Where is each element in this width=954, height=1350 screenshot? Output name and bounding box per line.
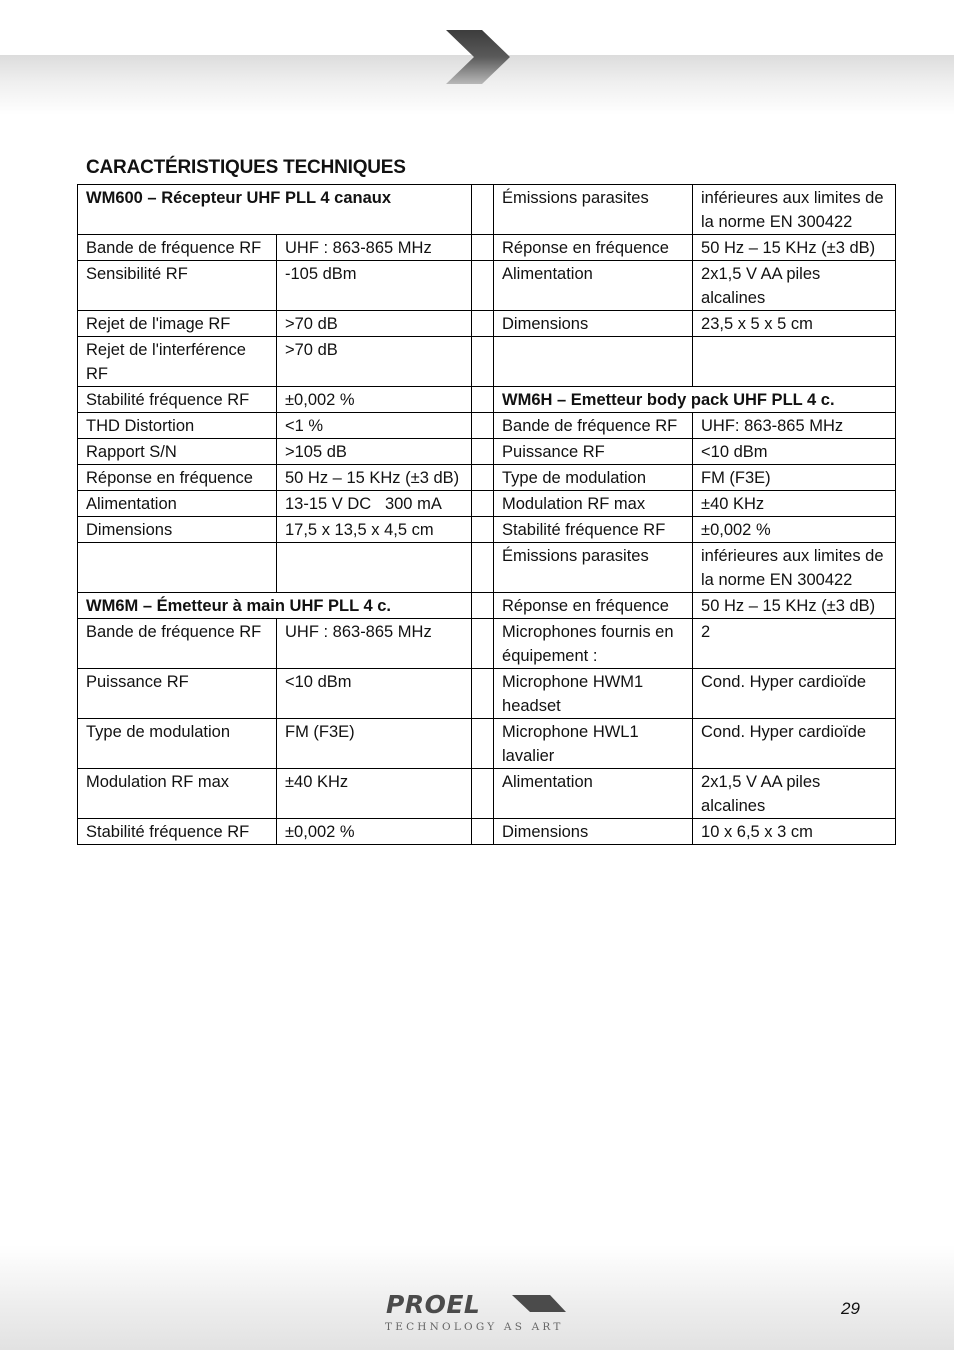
spec-label: Alimentation [78,491,277,517]
section-heading: WM6H – Emetteur body pack UHF PLL 4 c. [494,387,896,413]
spec-label: Modulation RF max [494,491,693,517]
spec-value: 50 Hz – 15 KHz (±3 dB) [693,593,896,619]
column-gap [472,387,494,413]
column-gap [472,769,494,819]
spec-value: UHF : 863-865 MHz [277,619,472,669]
table-row [78,619,896,669]
spec-label: Réponse en fréquence [494,593,693,619]
column-gap [472,619,494,669]
spec-label: Puissance RF [78,669,277,719]
spec-label: Émissions parasites [494,543,693,593]
spec-label: Modulation RF max [78,769,277,819]
spec-label: Microphones fournis en équipement : [494,619,693,669]
column-gap [472,491,494,517]
table-row [78,337,896,387]
column-gap [472,819,494,845]
spec-value: FM (F3E) [277,719,472,769]
spec-value: FM (F3E) [693,465,896,491]
spec-label: Bande de fréquence RF [78,619,277,669]
spec-table-body [78,185,896,845]
column-gap [472,311,494,337]
spec-value: >70 dB [277,337,472,387]
spec-value: <10 dBm [277,669,472,719]
spec-value: >105 dB [277,439,472,465]
spec-label: Rapport S/N [78,439,277,465]
spec-value: UHF: 863-865 MHz [693,413,896,439]
spec-label: THD Distortion [78,413,277,439]
column-gap [472,235,494,261]
section-heading: WM600 – Récepteur UHF PLL 4 canaux [78,185,472,235]
spec-label: Stabilité fréquence RF [78,387,277,413]
spec-value: 2x1,5 V AA piles alcalines [693,261,896,311]
spec-value: >70 dB [277,311,472,337]
table-row [78,543,896,593]
spec-label: Puissance RF [494,439,693,465]
spec-value: inférieures aux limites de la norme EN 300422 [693,185,896,235]
table-row [78,517,896,543]
spec-label: Rejet de l'interférence RF [78,337,277,387]
spec-value: ±0,002 % [277,387,472,413]
column-gap [472,439,494,465]
spec-value [693,337,896,387]
spec-label: Alimentation [494,261,693,311]
column-gap [472,413,494,439]
logo-text: PROEL [386,1292,481,1319]
logo-chevron-icon [512,1295,566,1312]
table-row [78,719,896,769]
spec-label: Stabilité fréquence RF [78,819,277,845]
table-row [78,185,896,235]
spec-value: ±40 KHz [277,769,472,819]
table-row [78,311,896,337]
spec-label: Émissions parasites [494,185,693,235]
spec-value: 50 Hz – 15 KHz (±3 dB) [693,235,896,261]
spec-label: Type de modulation [494,465,693,491]
spec-label [78,543,277,593]
table-row [78,769,896,819]
column-gap [472,261,494,311]
spec-value: Cond. Hyper cardioïde [693,719,896,769]
spec-value [277,543,472,593]
column-gap [472,593,494,619]
spec-value: 50 Hz – 15 KHz (±3 dB) [277,465,472,491]
spec-value: 17,5 x 13,5 x 4,5 cm [277,517,472,543]
spec-label: Rejet de l'image RF [78,311,277,337]
spec-value: 2 [693,619,896,669]
spec-value: <10 dBm [693,439,896,465]
column-gap [472,719,494,769]
spec-label: Alimentation [494,769,693,819]
table-row [78,387,896,413]
table-row [78,235,896,261]
spec-value: <1 % [277,413,472,439]
chevron-arrow-icon [440,28,515,86]
table-row [78,819,896,845]
spec-value: UHF : 863-865 MHz [277,235,472,261]
spec-label: Microphone HWM1 headset [494,669,693,719]
spec-value: 23,5 x 5 x 5 cm [693,311,896,337]
spec-label: Bande de fréquence RF [494,413,693,439]
table-row [78,413,896,439]
table-row [78,439,896,465]
column-gap [472,543,494,593]
spec-value: ±0,002 % [693,517,896,543]
spec-label: Type de modulation [78,719,277,769]
spec-label: Sensibilité RF [78,261,277,311]
page-title: CARACTÉRISTIQUES TECHNIQUES [86,157,406,178]
column-gap [472,669,494,719]
spec-value: -105 dBm [277,261,472,311]
spec-label: Dimensions [494,819,693,845]
spec-label: Réponse en fréquence [494,235,693,261]
column-gap [472,465,494,491]
column-gap [472,185,494,235]
table-row [78,669,896,719]
spec-table [77,184,896,845]
proel-logo [384,1292,568,1334]
spec-label: Bande de fréquence RF [78,235,277,261]
table-row [78,491,896,517]
logo-tagline: TECHNOLOGY AS ART [385,1321,564,1333]
table-row [78,465,896,491]
spec-value: 2x1,5 V AA piles alcalines [693,769,896,819]
spec-value: ±40 KHz [693,491,896,517]
spec-value: Cond. Hyper cardioïde [693,669,896,719]
spec-label: Dimensions [78,517,277,543]
spec-label [494,337,693,387]
spec-value: 10 x 6,5 x 3 cm [693,819,896,845]
spec-value: inférieures aux limites de la norme EN 300422 [693,543,896,593]
spec-label: Réponse en fréquence [78,465,277,491]
spec-value: 13-15 V DC 300 mA [277,491,472,517]
table-row [78,261,896,311]
column-gap [472,337,494,387]
spec-label: Microphone HWL1 lavalier [494,719,693,769]
page-number: 29 [841,1299,860,1318]
column-gap [472,517,494,543]
spec-value: ±0,002 % [277,819,472,845]
section-heading: WM6M – Émetteur à main UHF PLL 4 c. [78,593,472,619]
spec-label: Dimensions [494,311,693,337]
spec-label: Stabilité fréquence RF [494,517,693,543]
table-row [78,593,896,619]
